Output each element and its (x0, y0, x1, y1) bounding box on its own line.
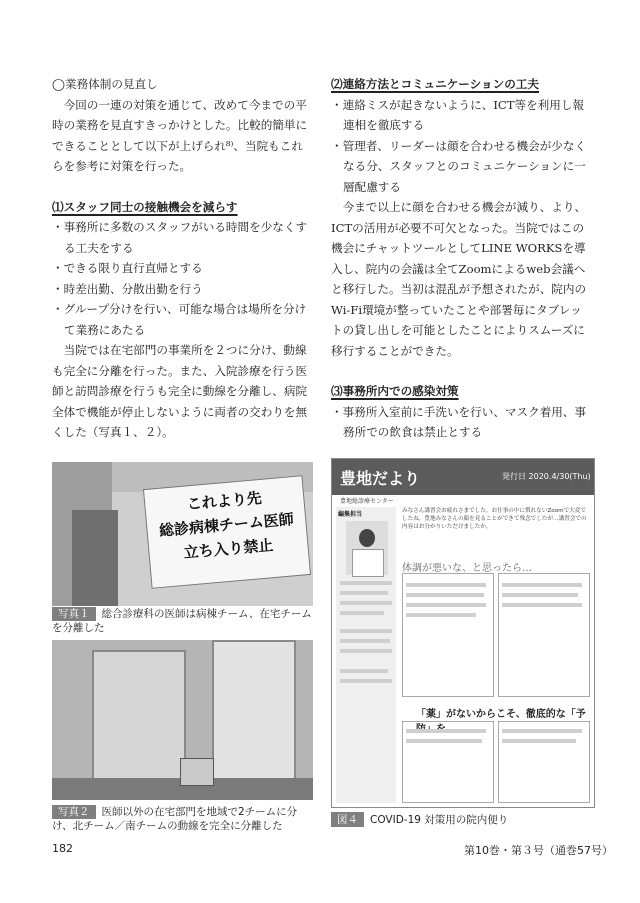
newsletter-intro: みなさん講習会お疲れさまでした。お仕事の中に慣れないZoomで大変でしたね。豊地みなさんの顔を見ることができて残念でしたが…講習会での内容はお分かりいただけましたか。 (402, 508, 587, 530)
body-paragraph: 今まで以上に顔を合わせる機会が減り、より、ICTの活用が必要不可欠となった。当院ではこの機会にチャットツールとしてLINE WORKSを導入し、院内の会議は全てZoomによるweb会議へと移行した。当初は混乱が予想されたが、院内のWi-Fi環境が整っていたことや部署毎にタブレットの貸し出しを可能としたことによりスムーズに移行することができた。 (331, 200, 587, 358)
photo-tag: 写真１ (52, 607, 96, 621)
restricted-sign: これより先 総診病棟チーム医師 立ち入り禁止 (143, 475, 311, 589)
newsletter-title: 豊地だより (340, 469, 421, 488)
right-column (331, 74, 593, 443)
photo-sign (52, 462, 313, 606)
bullet-item: ・事務所入室前に手洗いを行い、マスク着用、事務所での飲食は禁止とする (331, 404, 587, 439)
newsletter-section: 体調が悪いな、と思ったら… (402, 563, 532, 574)
bullet-item: ・連絡ミスが起きないように、ICT等を利用し報連相を徹底する (331, 97, 585, 132)
bullet-item: ・できる限り直行直帰とする (52, 261, 203, 275)
body-paragraph: 当院では在宅部門の事業所を２つに分け、動線も完全に分離を行った。また、入院診療を行う医師と訪問診療を行うも完全に動線を分離し、病院全体で機能が停止しないように両者の交わりを無くした（写真１、２）。 (52, 343, 308, 439)
bullet-item: ・グループ分けを行い、可能な場合は場所を分けて業務にあたる (52, 302, 307, 337)
section-heading: ◯業務体制の見直し (52, 77, 158, 91)
page-number: 182 (52, 842, 73, 855)
photo-corridor (52, 640, 313, 800)
newsletter-figure (331, 458, 595, 808)
photo2-caption: 写真２ 医師以外の在宅部門を地域で2チームに分け、北チーム／南チームの動線を完全に分離した (52, 806, 298, 832)
newsletter-editor: 編集担当 (338, 511, 363, 518)
issue-info: 第10巻・第３号（通巻57号） (464, 844, 613, 857)
subsection-title: ⑵連絡方法とコミュニケーションの工夫 (331, 77, 539, 91)
photo1-caption: 写真１ 総合診療科の医師は病棟チーム、在宅チームを分離した (52, 608, 312, 634)
portrait-photo (346, 521, 388, 575)
figure-caption: 図４ COVID-19 対策用の院内便り (331, 812, 508, 827)
photo-tag: 写真２ (52, 805, 96, 819)
subsection-title: ⑶事務所内での感染対策 (331, 384, 459, 398)
subsection-title: ⑴スタッフ同士の接触機会を減らす (52, 199, 238, 214)
bullet-item: ・管理者、リーダーは顔を合わせる機会が少なくなる分、スタッフとのコミュニケーションに一層配慮する (331, 138, 587, 194)
bullet-item: ・事務所に多数のスタッフがいる時間を少なくする工夫をする (52, 220, 308, 255)
figure-tag: 図４ (331, 812, 364, 827)
left-column (52, 74, 314, 443)
intro-paragraph: 今回の一連の対策を通じて、改めて今までの平時の業務を見直すきっかけとした。比較的簡単にできることとして以下が上げられ⁸⁾、当院もこれらを参考に対策を行った。 (52, 97, 308, 173)
newsletter-subtitle: 豊地総診療センター (340, 498, 394, 505)
bullet-item: ・時差出勤、分散出勤を行う (52, 281, 203, 296)
newsletter-date: 発行日 2020.4/30(Thu) (502, 472, 591, 481)
newsletter-section-2: 「薬」がないからこそ、徹底的な「予 (416, 709, 586, 720)
